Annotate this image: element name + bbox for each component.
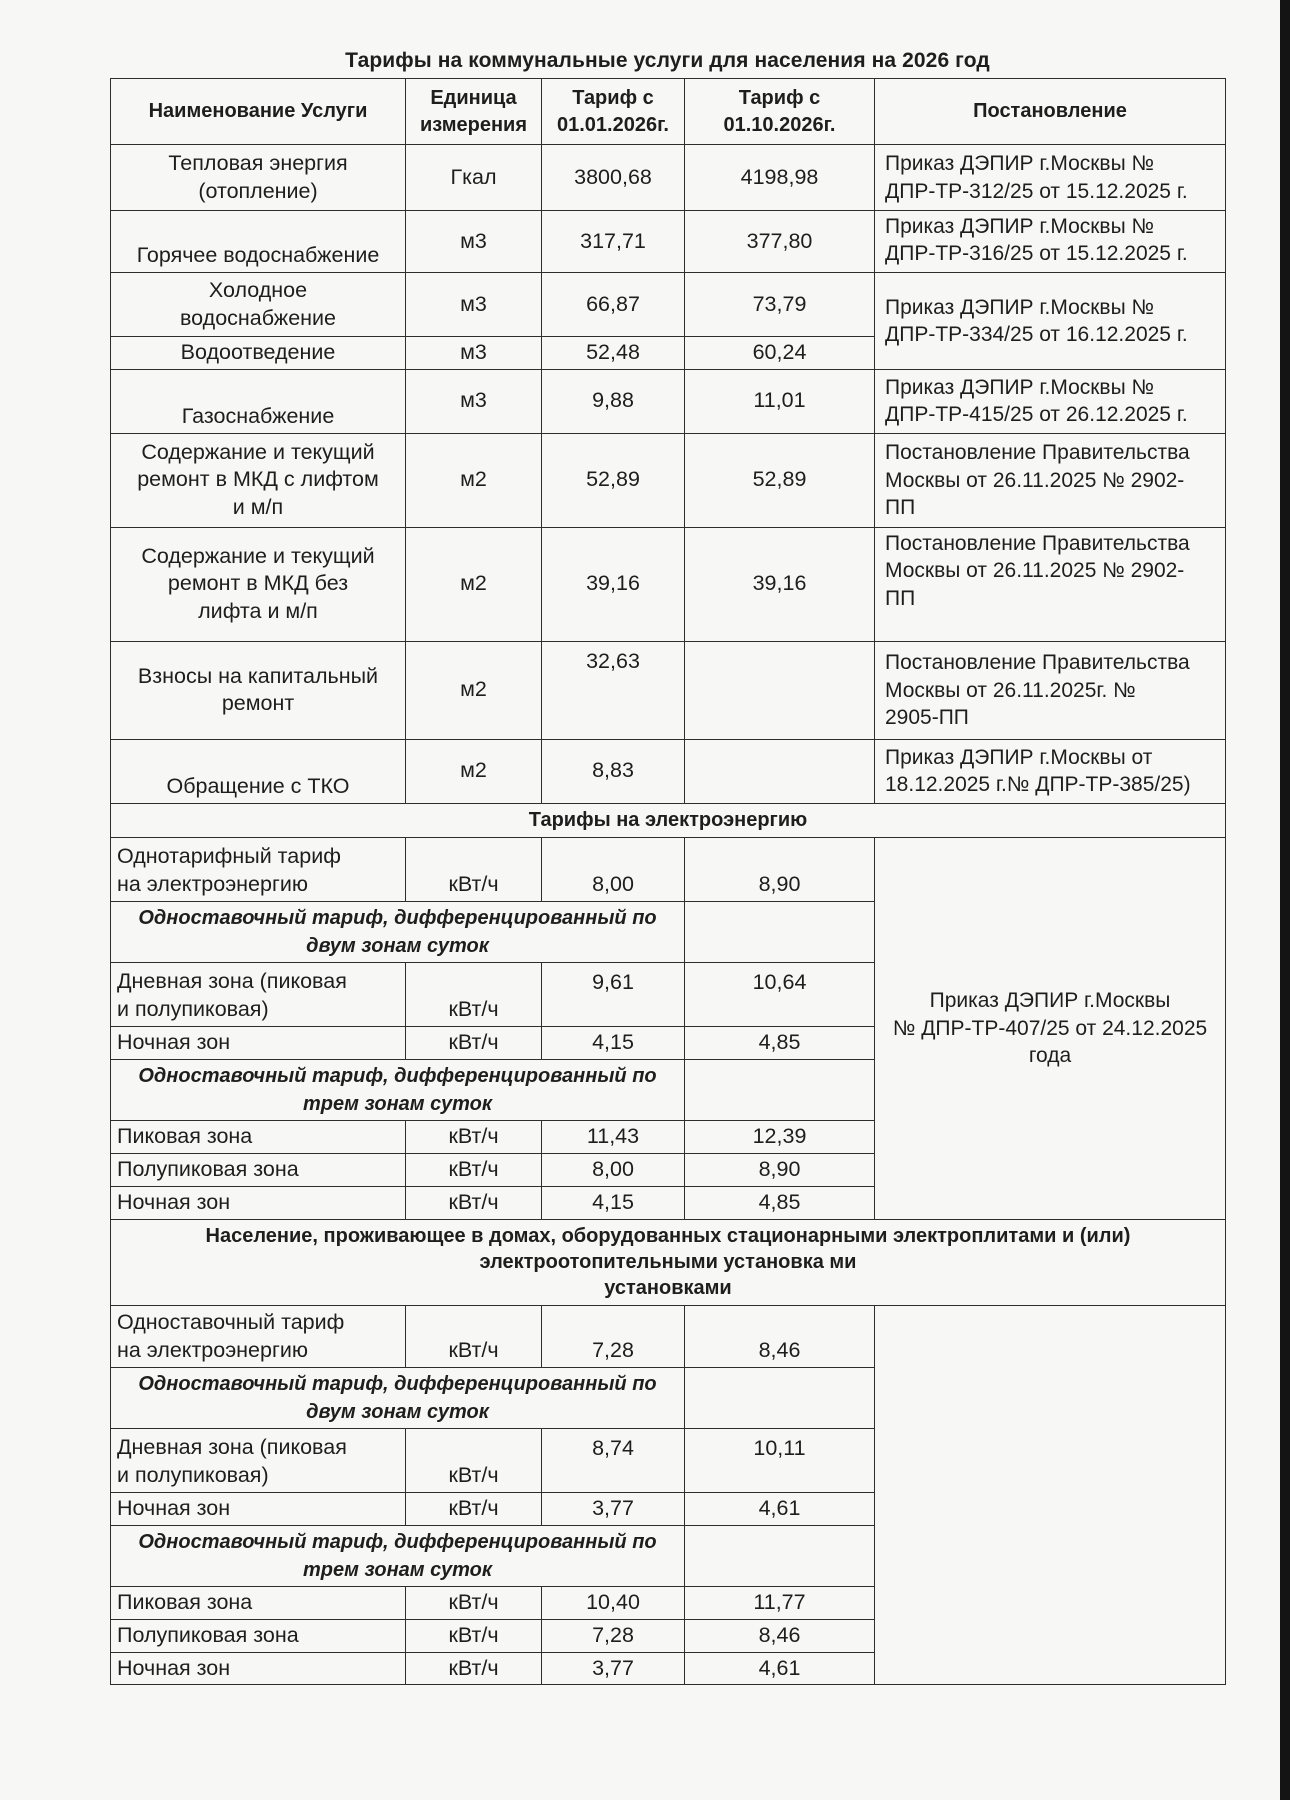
tariff-jan: 317,71 (542, 211, 685, 273)
tariff-oct: 4,85 (685, 1026, 875, 1059)
regulation-text: Постановление Правительства Москвы от 26.11.2025 № 2902- ПП (875, 433, 1226, 527)
empty-cell (685, 1525, 875, 1586)
tariff-jan: 7,28 (542, 1305, 685, 1367)
tariff-jan: 7,28 (542, 1619, 685, 1652)
tariff-jan: 3800,68 (542, 145, 685, 211)
tariff-oct: 8,46 (685, 1305, 875, 1367)
tariff-jan: 4,15 (542, 1186, 685, 1219)
service-unit: кВт/ч (406, 837, 542, 901)
regulation-empty (875, 1305, 1226, 1685)
tariff-jan: 8,00 (542, 1153, 685, 1186)
table-row (111, 145, 1226, 211)
service-name: Ночная зон (111, 1492, 406, 1525)
service-unit: кВт/ч (406, 1586, 542, 1619)
tariff-oct: 73,79 (685, 273, 875, 337)
tariff-oct (685, 739, 875, 803)
table-row (111, 1305, 1226, 1367)
section-heading-electric-stoves: Население, проживающее в домах, оборудованных стационарными электроплитами и (или) электроотопительными установка ми установками (111, 1219, 1226, 1305)
service-name: Полупиковая зона (111, 1153, 406, 1186)
subsection-heading-two-zones: Одноставочный тариф, дифференцированный по двум зонам суток (111, 1367, 685, 1428)
table-row (111, 273, 1226, 337)
tariff-jan: 9,88 (542, 369, 685, 433)
tariff-jan: 4,15 (542, 1026, 685, 1059)
table-row (111, 211, 1226, 273)
regulation-text: Приказ ДЭПИР г.Москвы № ДПР-ТР-316/25 от 15.12.2025 г. (875, 211, 1226, 273)
service-name: Тепловая энергия (отопление) (111, 145, 406, 211)
tariff-oct: 10,11 (685, 1428, 875, 1492)
service-unit: м2 (406, 641, 542, 739)
tariff-jan: 52,89 (542, 433, 685, 527)
header-name: Наименование Услуги (111, 79, 406, 145)
service-unit: м2 (406, 527, 542, 641)
regulation-text: Приказ ДЭПИР г.Москвы № ДПР-ТР-312/25 от 15.12.2025 г. (875, 145, 1226, 211)
tariff-jan: 32,63 (542, 641, 685, 739)
regulation-text: Приказ ДЭПИР г.Москвы № ДПР-ТР-407/25 от 24.12.2025 года (875, 837, 1226, 1219)
header-tariff-jan: Тариф с 01.01.2026г. (542, 79, 685, 145)
tariff-oct: 4,85 (685, 1186, 875, 1219)
service-unit: м3 (406, 273, 542, 337)
tariff-jan: 39,16 (542, 527, 685, 641)
service-name: Одноставочный тариф на электроэнергию (111, 1305, 406, 1367)
service-name: Ночная зон (111, 1186, 406, 1219)
regulation-text: Приказ ДЭПИР г.Москвы от 18.12.2025 г.№ ДПР-ТР-385/25) (875, 739, 1226, 803)
service-name: Однотарифный тариф на электроэнергию (111, 837, 406, 901)
service-name: Ночная зон (111, 1026, 406, 1059)
table-row (111, 837, 1226, 901)
section-heading-row (111, 803, 1226, 837)
service-unit: м2 (406, 433, 542, 527)
tariff-oct: 8,90 (685, 1153, 875, 1186)
service-name: Водоотведение (111, 337, 406, 370)
service-unit: м3 (406, 211, 542, 273)
tariff-table (110, 78, 1226, 1685)
tariff-jan: 10,40 (542, 1586, 685, 1619)
tariff-oct: 52,89 (685, 433, 875, 527)
service-name: Холодное водоснабжение (111, 273, 406, 337)
table-row (111, 739, 1226, 803)
regulation-text: Постановление Правительства Москвы от 26.11.2025г. № 2905-ПП (875, 641, 1226, 739)
header-unit: Единица измерения (406, 79, 542, 145)
empty-cell (685, 1367, 875, 1428)
regulation-text: Постановление Правительства Москвы от 26.11.2025 № 2902- ПП (875, 527, 1226, 641)
tariff-oct: 4,61 (685, 1652, 875, 1685)
service-name: Дневная зона (пиковая и полупиковая) (111, 1428, 406, 1492)
section-heading-electricity: Тарифы на электроэнергию (111, 803, 1226, 837)
tariff-oct: 12,39 (685, 1120, 875, 1153)
service-name: Взносы на капитальный ремонт (111, 641, 406, 739)
tariff-oct: 60,24 (685, 337, 875, 370)
tariff-jan: 8,74 (542, 1428, 685, 1492)
tariff-oct: 11,77 (685, 1586, 875, 1619)
header-regulation: Постановление (875, 79, 1226, 145)
service-name: Полупиковая зона (111, 1619, 406, 1652)
tariff-oct: 4,61 (685, 1492, 875, 1525)
service-unit: кВт/ч (406, 1120, 542, 1153)
service-name: Дневная зона (пиковая и полупиковая) (111, 962, 406, 1026)
service-unit: м2 (406, 739, 542, 803)
tariff-oct (685, 641, 875, 739)
regulation-text: Приказ ДЭПИР г.Москвы № ДПР-ТР-334/25 от 16.12.2025 г. (875, 273, 1226, 370)
tariff-jan: 8,00 (542, 837, 685, 901)
service-name: Содержание и текущий ремонт в МКД без лифта и м/п (111, 527, 406, 641)
service-name: Горячее водоснабжение (111, 211, 406, 273)
section-heading-row (111, 1219, 1226, 1305)
service-unit: кВт/ч (406, 1619, 542, 1652)
empty-cell (685, 901, 875, 962)
header-tariff-oct: Тариф с 01.10.2026г. (685, 79, 875, 145)
dark-page-edge (1280, 0, 1290, 1800)
tariff-jan: 3,77 (542, 1652, 685, 1685)
service-unit: кВт/ч (406, 1428, 542, 1492)
tariff-oct: 8,46 (685, 1619, 875, 1652)
tariff-oct: 377,80 (685, 211, 875, 273)
subsection-heading-three-zones: Одноставочный тариф, дифференцированный по трем зонам суток (111, 1059, 685, 1120)
service-unit: м3 (406, 369, 542, 433)
tariff-jan: 3,77 (542, 1492, 685, 1525)
document-title: Тарифы на коммунальные услуги для населения на 2026 год (345, 49, 990, 72)
table-row (111, 433, 1226, 527)
service-unit: м3 (406, 337, 542, 370)
tariff-jan: 52,48 (542, 337, 685, 370)
tariff-jan: 66,87 (542, 273, 685, 337)
tariff-jan: 9,61 (542, 962, 685, 1026)
service-name: Газоснабжение (111, 369, 406, 433)
table-header-row (111, 79, 1226, 145)
tariff-oct: 4198,98 (685, 145, 875, 211)
tariff-oct: 8,90 (685, 837, 875, 901)
empty-cell (685, 1059, 875, 1120)
service-unit: кВт/ч (406, 1153, 542, 1186)
tariff-oct: 11,01 (685, 369, 875, 433)
service-unit: кВт/ч (406, 1305, 542, 1367)
service-unit: кВт/ч (406, 1492, 542, 1525)
subsection-heading-three-zones: Одноставочный тариф, дифференцированный по трем зонам суток (111, 1525, 685, 1586)
service-name: Содержание и текущий ремонт в МКД с лифтом и м/п (111, 433, 406, 527)
tariff-oct: 10,64 (685, 962, 875, 1026)
service-unit: Гкал (406, 145, 542, 211)
tariff-jan: 8,83 (542, 739, 685, 803)
regulation-text: Приказ ДЭПИР г.Москвы № ДПР-ТР-415/25 от 26.12.2025 г. (875, 369, 1226, 433)
service-name: Пиковая зона (111, 1586, 406, 1619)
service-name: Обращение с ТКО (111, 739, 406, 803)
service-name: Пиковая зона (111, 1120, 406, 1153)
table-row (111, 369, 1226, 433)
service-unit: кВт/ч (406, 962, 542, 1026)
table-row (111, 527, 1226, 641)
table-row (111, 641, 1226, 739)
service-unit: кВт/ч (406, 1026, 542, 1059)
service-unit: кВт/ч (406, 1186, 542, 1219)
tariff-jan: 11,43 (542, 1120, 685, 1153)
service-unit: кВт/ч (406, 1652, 542, 1685)
tariff-oct: 39,16 (685, 527, 875, 641)
subsection-heading-two-zones: Одноставочный тариф, дифференцированный по двум зонам суток (111, 901, 685, 962)
service-name: Ночная зон (111, 1652, 406, 1685)
